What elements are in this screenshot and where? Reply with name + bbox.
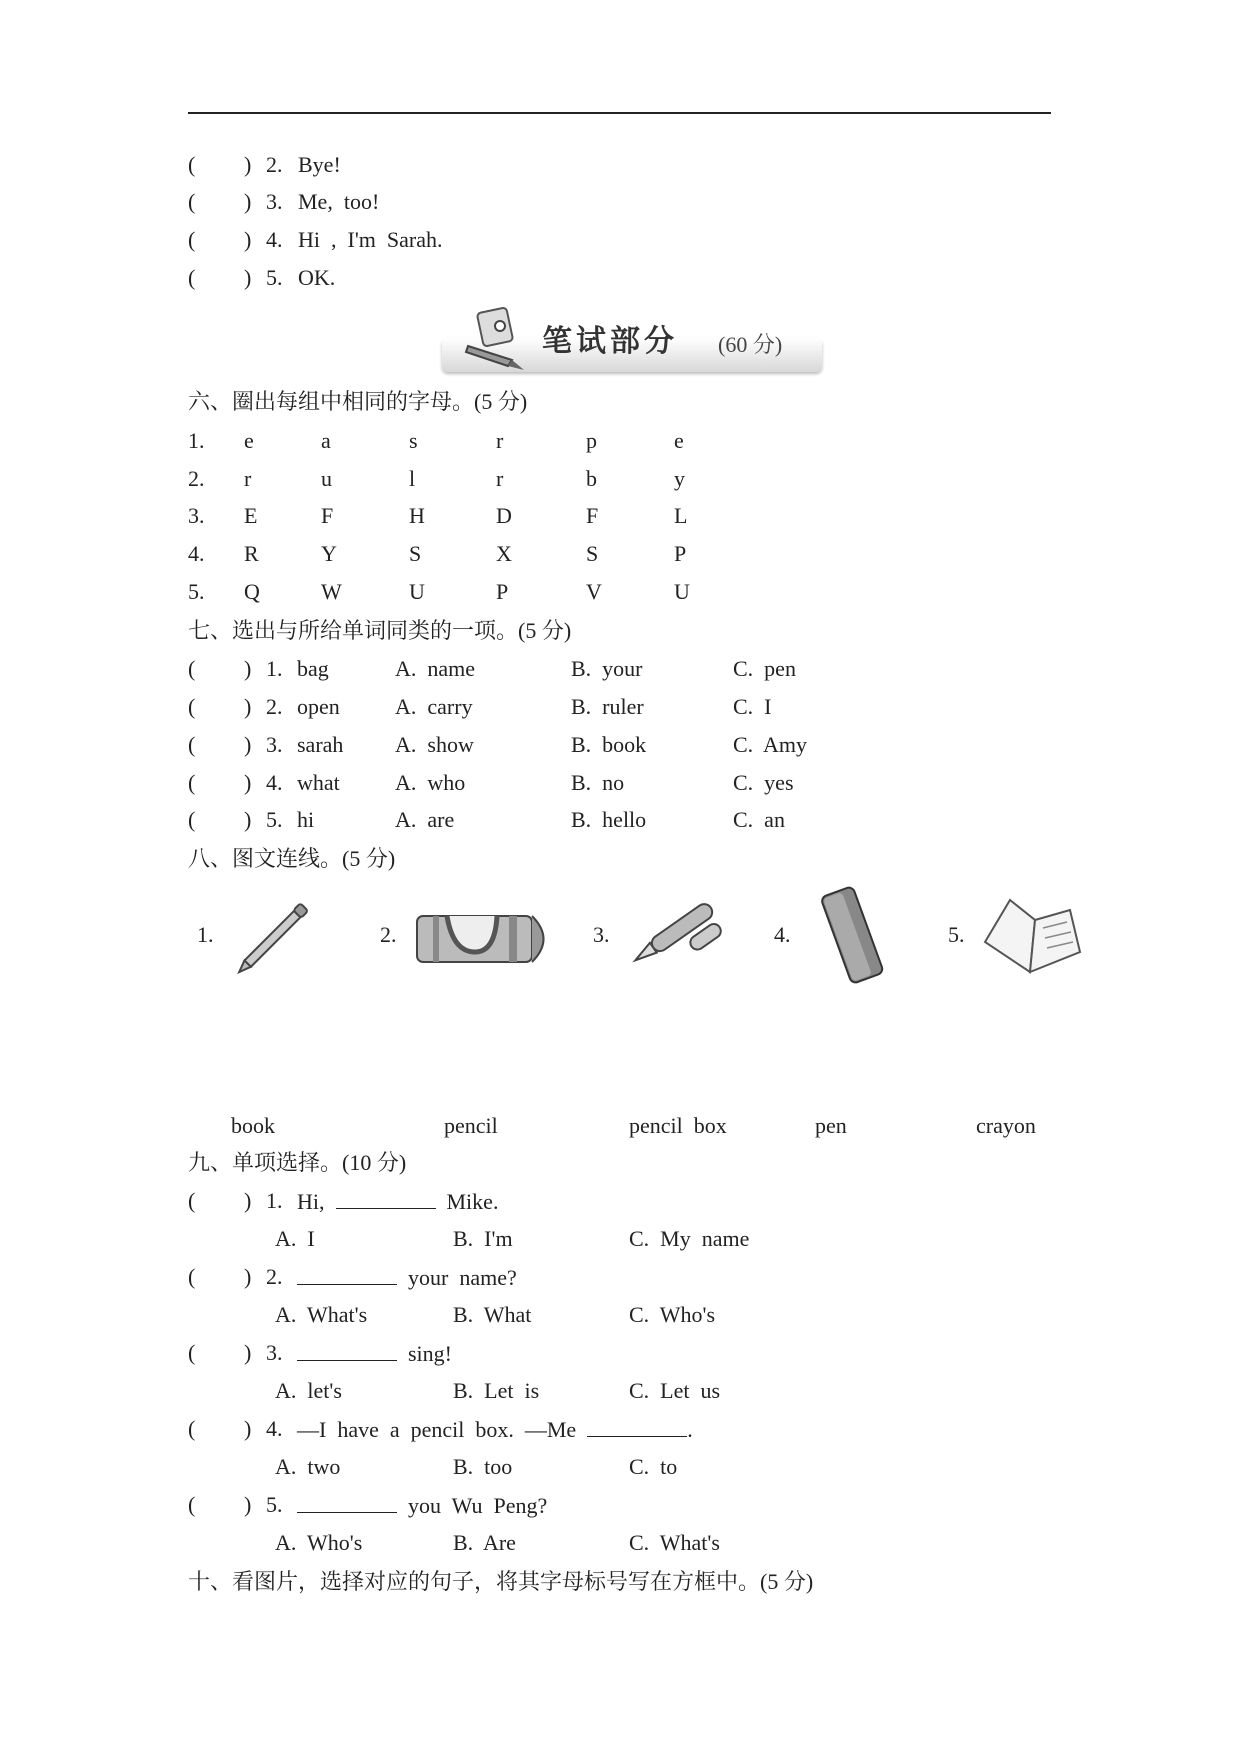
letter-option[interactable]: l — [409, 466, 416, 491]
picture-number: 5. — [948, 922, 965, 947]
stem-after: . — [687, 1417, 693, 1442]
given-word: open — [297, 694, 340, 719]
letter-option[interactable]: s — [409, 428, 418, 453]
letter-option[interactable]: P — [674, 541, 687, 566]
row-number: 3. — [188, 503, 205, 528]
question-stem — [297, 1188, 498, 1215]
item-number: 2. — [266, 694, 283, 719]
option-a: A. two — [275, 1454, 341, 1479]
pen-icon[interactable] — [620, 895, 730, 981]
answer-paren[interactable]: ( — [188, 1264, 196, 1289]
stem-before: —I have a pencil box. —Me — [297, 1417, 577, 1442]
question-number: 2. — [266, 1264, 283, 1289]
row-number: 5. — [188, 579, 205, 604]
letter-option[interactable]: S — [586, 541, 599, 566]
answer-paren-close: ) — [244, 1188, 252, 1213]
answer-paren-close: ) — [244, 189, 252, 214]
answer-paren-close: ) — [244, 1340, 252, 1365]
answer-paren[interactable]: ( — [188, 807, 196, 832]
letter-option[interactable]: X — [496, 541, 512, 566]
option-c: C. Let us — [629, 1378, 721, 1403]
answer-blank[interactable] — [587, 1416, 687, 1437]
option-b: B. I'm — [453, 1226, 513, 1251]
match-word[interactable]: pencil — [444, 1113, 498, 1138]
stem-after: you Wu Peng? — [408, 1493, 548, 1518]
match-word[interactable]: pencil box — [629, 1113, 727, 1138]
picture-number: 2. — [380, 922, 397, 947]
option-b: B. ruler — [571, 694, 644, 719]
question-number: 3. — [266, 1340, 283, 1365]
answer-paren-close: ) — [244, 770, 252, 795]
answer-blank[interactable] — [297, 1264, 397, 1285]
letter-option[interactable]: L — [674, 503, 688, 528]
answer-paren-close: ) — [244, 1492, 252, 1517]
stem-after: Mike. — [446, 1189, 499, 1214]
answer-paren[interactable]: ( — [188, 694, 196, 719]
answer-paren[interactable]: ( — [188, 189, 196, 214]
answer-paren[interactable]: ( — [188, 152, 196, 177]
letter-option[interactable]: U — [674, 579, 690, 604]
answer-paren-close: ) — [244, 1264, 252, 1289]
option-b: B. Let is — [453, 1378, 540, 1403]
letter-option[interactable]: Q — [244, 579, 260, 604]
option-c: C. Who's — [629, 1302, 716, 1327]
letter-option[interactable]: V — [586, 579, 602, 604]
section-10-header: 十、看图片，选择对应的句子，将其字母标号写在方框中。(5 分) — [188, 1569, 814, 1594]
item-text: Hi , I'm Sarah. — [298, 227, 443, 252]
letter-option[interactable]: H — [409, 503, 425, 528]
letter-option[interactable]: Y — [321, 541, 337, 566]
letter-option[interactable]: r — [244, 466, 252, 491]
option-c: C. I — [733, 694, 772, 719]
answer-paren[interactable]: ( — [188, 656, 196, 681]
row-number: 2. — [188, 466, 205, 491]
stem-before: Hi, — [297, 1189, 325, 1214]
item-number: 3. — [266, 732, 283, 757]
option-c: C. Amy — [733, 732, 807, 757]
book-icon[interactable] — [975, 892, 1085, 988]
row-number: 1. — [188, 428, 205, 453]
pencil-icon[interactable] — [232, 895, 322, 981]
letter-option[interactable]: r — [496, 466, 504, 491]
section-6-header: 六、圈出每组中相同的字母。(5 分) — [188, 389, 528, 414]
banner-score: (60 分) — [718, 332, 783, 357]
pencil-box-icon[interactable] — [815, 884, 895, 990]
option-a: A. I — [275, 1226, 315, 1251]
match-word[interactable]: crayon — [976, 1113, 1036, 1138]
answer-paren[interactable]: ( — [188, 1188, 196, 1213]
stem-after: sing! — [408, 1341, 452, 1366]
item-number: 1. — [266, 656, 283, 681]
letter-option[interactable]: e — [674, 428, 684, 453]
item-number: 4. — [266, 227, 283, 252]
option-a: A. are — [395, 807, 455, 832]
letter-option[interactable]: p — [586, 428, 597, 453]
option-b: B. your — [571, 656, 643, 681]
option-b: B. no — [571, 770, 625, 795]
given-word: sarah — [297, 732, 344, 757]
option-a: A. show — [395, 732, 474, 757]
item-number: 4. — [266, 770, 283, 795]
option-a: A. What's — [275, 1302, 368, 1327]
question-stem — [297, 1264, 517, 1291]
answer-blank[interactable] — [297, 1340, 397, 1361]
item-number: 5. — [266, 807, 283, 832]
answer-paren[interactable]: ( — [188, 1340, 196, 1365]
header-rule — [188, 112, 1051, 114]
option-b: B. hello — [571, 807, 647, 832]
picture-number: 3. — [593, 922, 610, 947]
letter-option[interactable]: W — [321, 579, 342, 604]
answer-paren[interactable]: ( — [188, 732, 196, 757]
stem-after: your name? — [408, 1265, 517, 1290]
answer-paren-close: ) — [244, 694, 252, 719]
written-part-banner — [442, 302, 822, 374]
given-word: bag — [297, 656, 329, 681]
answer-blank[interactable] — [336, 1188, 436, 1209]
option-a: A. let's — [275, 1378, 342, 1403]
question-stem — [297, 1416, 693, 1443]
pencil-mascot-icon — [462, 302, 532, 374]
letter-option[interactable]: S — [409, 541, 422, 566]
letter-option[interactable]: F — [321, 503, 334, 528]
option-c: C. yes — [733, 770, 794, 795]
picture-number: 4. — [774, 922, 791, 947]
answer-paren-close: ) — [244, 265, 252, 290]
letter-option[interactable]: a — [321, 428, 331, 453]
option-a: A. name — [395, 656, 476, 681]
answer-paren[interactable]: ( — [188, 265, 196, 290]
item-number: 2. — [266, 152, 283, 177]
match-word[interactable]: pen — [815, 1113, 847, 1138]
crayon-icon[interactable] — [415, 908, 555, 974]
answer-paren-close: ) — [244, 732, 252, 757]
item-text: Me, too! — [298, 189, 380, 214]
row-number: 4. — [188, 541, 205, 566]
question-number: 1. — [266, 1188, 283, 1213]
option-c: C. My name — [629, 1226, 750, 1251]
letter-option[interactable]: R — [244, 541, 259, 566]
question-number: 5. — [266, 1492, 283, 1517]
option-b: B. book — [571, 732, 647, 757]
question-stem — [297, 1340, 452, 1367]
letter-option[interactable]: U — [409, 579, 425, 604]
answer-paren[interactable]: ( — [188, 1416, 196, 1441]
match-word[interactable]: book — [231, 1113, 275, 1138]
option-c: C. to — [629, 1454, 678, 1479]
answer-blank[interactable] — [297, 1492, 397, 1513]
letter-option[interactable]: P — [496, 579, 509, 604]
option-c: C. an — [733, 807, 785, 832]
section-9-header: 九、单项选择。(10 分) — [188, 1150, 407, 1175]
letter-option[interactable]: F — [586, 503, 599, 528]
option-b: B. too — [453, 1454, 513, 1479]
picture-number: 1. — [197, 922, 214, 947]
letter-option[interactable]: b — [586, 466, 597, 491]
letter-option[interactable]: D — [496, 503, 512, 528]
option-c: C. pen — [733, 656, 796, 681]
question-number: 4. — [266, 1416, 283, 1441]
answer-paren[interactable]: ( — [188, 1492, 196, 1517]
option-a: A. Who's — [275, 1530, 363, 1555]
letter-option[interactable]: e — [244, 428, 254, 453]
answer-paren[interactable]: ( — [188, 770, 196, 795]
option-a: A. who — [395, 770, 466, 795]
banner-title: 笔试部分 — [542, 324, 678, 359]
given-word: what — [297, 770, 340, 795]
option-b: B. What — [453, 1302, 532, 1327]
option-c: C. What's — [629, 1530, 720, 1555]
answer-paren[interactable]: ( — [188, 227, 196, 252]
question-stem — [297, 1492, 547, 1519]
item-text: OK. — [298, 265, 336, 290]
section-8-header: 八、图文连线。(5 分) — [188, 846, 396, 871]
answer-paren-close: ) — [244, 1416, 252, 1441]
letter-option[interactable]: E — [244, 503, 258, 528]
item-number: 5. — [266, 265, 283, 290]
answer-paren-close: ) — [244, 152, 252, 177]
section-7-header: 七、选出与所给单词同类的一项。(5 分) — [188, 618, 572, 643]
item-number: 3. — [266, 189, 283, 214]
option-b: B. Are — [453, 1530, 516, 1555]
letter-option[interactable]: y — [674, 466, 685, 491]
item-text: Bye! — [298, 152, 341, 177]
answer-paren-close: ) — [244, 807, 252, 832]
letter-option[interactable]: r — [496, 428, 504, 453]
option-a: A. carry — [395, 694, 473, 719]
answer-paren-close: ) — [244, 656, 252, 681]
answer-paren-close: ) — [244, 227, 252, 252]
given-word: hi — [297, 807, 315, 832]
letter-option[interactable]: u — [321, 466, 332, 491]
